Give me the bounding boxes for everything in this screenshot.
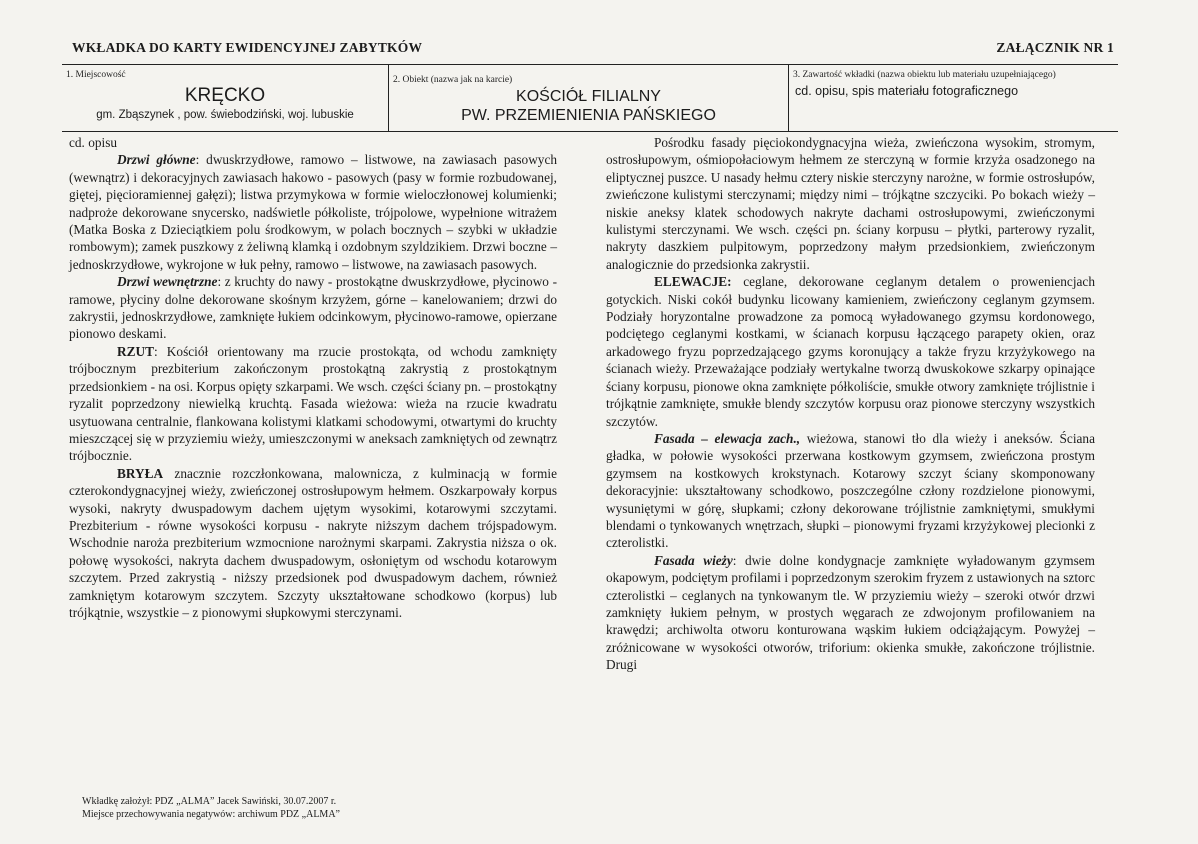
west-facade-text: wieżowa, stanowi tło dla wieży i aneksów. Ściana gładka, w połowie wysokości przerwana kostkowym gzymsem, zwieńczona prostym gzymsem na kostkowych krokstynach. Kotarowy szczyt ściany skomponowany dekoracyjnie: ukształtowany schodkowo, poszczególne człony rozdzielone pionowymi, wysuniętymi w górę, słupkami; człony dekorowane trójlistnie zamkniętymi, smukłymi blendami o tynkowanych wnętrzach, słupki – pionowymi fryzami krzyżykowej plecionki z czterolistki. [606,430,1095,551]
inner-doors-text: : z kruchty do nawy - prostokątne dwuskrzydłowe, płycinowo - ramowe, płyciny dolne dekorowane skośnym krzyżem, górne – kanelowaniem; drzwi do zakrystii, jednoskrzydłowe, zamknięte łukiem odcinkowym, płycinowo-ramowe, opierzane pionowo deskami. [69,274,558,342]
main-doors-heading: Drzwi główne [117,152,196,168]
contents-value: cd. opisu, spis materiału fotograficznego [795,84,1019,98]
location-label: 1. Miejscowość [66,70,126,80]
massing-heading: BRYŁA [117,465,164,481]
paragraph-inner-doors [69,273,557,343]
attachment-number: ZAŁĄCZNIK NR 1 [996,40,1114,55]
paragraph-main-doors [69,151,557,273]
paragraph-tower [606,134,1095,273]
tower-facade-heading: Fasada wieży [654,552,733,568]
paragraph-elevations [606,273,1095,430]
object-cell [389,65,789,131]
location-name: KRĘCKO [184,85,266,106]
massing-text: znacznie rozczłonkowana, malownicza, z kulminacją w formie czterokondygnacyjnej wieży, zwieńczonej ostrosłupowym hełmem. Oszkarpowały korpus wysoki, nakryty dwuspadowym dachem ujętym wysokimi, kotarowymi szczytami. Prezbiterium - równe wysokości korpusu - nakryte niższym dachem trójspadowym. Wschodnie naroża prezbiterium wzmocnione narożnymi skarpami. Zakrystia niższa o ok. połowę wysokości, nakryta dachem dwuspadowym, osłoniętym od wschodu kotarowym szczytem. Przed zakrystią - niższy przedsionek pod dwuspadowym dachem, również zamkniętym kotarowym szczytem. Szczyty ukształtowane schodkowo (korpus) lub trójkątnie, wszystkie – z pionowymi słupkowymi sterczynami. [69,465,557,620]
paragraph-plan [69,343,557,465]
paragraph-tower-facade [606,552,1095,674]
left-column [69,134,557,621]
elevations-text: ceglane, dekorowane ceglanym detalem o proweniencjach gotyckich. Niski cokół budynku licowany kamieniem, zwieńczony ceglanym gzymsem. Podziały horyzontalne prowadzone za pomocą wyładowanego gzymsu kordonowego, podciętego ceglanymi kostkami, w ścianach korpusu łączącego parapety okien, oraz arkadowego fryzu poprzedzającego gzyms koronujący a także fryzu krzyżykowego na ścianach wieży. Przeważające podziały wertykalne tworzą dwuskokowe szkarpy opinające ściany korpusu, pionowe okna zamknięte półkoliście, smukłe otwory zamknięte trójlistnie i trójkątnie zamknięte, smukłe blendy szczytów korpusu oraz pionowe sterczyny wszystkich szczytów. [606,274,1095,429]
plan-heading: RZUT [117,343,154,359]
tower-text: Pośrodku fasady pięciokondygnacyjna wieża, zwieńczona wysokim, stromym, ostrosłupowym, ośmiopołaciowym hełmem ze sterczyną w formie krzyża osadzonego na eliptycznej puszce. U nasady hełmu cztery niskie sterczyny narożne, w formie ostrosłupów, zwieńczone kulistymi sterczynami; między nimi – trójkątne szczyciki. Po bokach wieży – niskie aneksy klatek schodowych nakryte dachami ostrosłupowymi, zwieńczonymi kulistymi sterczynami. We wsch. części pn. ściany korpusu – płytki, parterowy ryzalit, nakryty daszkiem pulpitowym, poprzedzony małym przedsionkiem, zwieńczonym analogicznie do przedsionka zakrystii. [606,135,1095,272]
main-doors-text: : dwuskrzydłowe, ramowo – listwowe, na zawiasach pasowych (wewnątrz) i dekoracyjnych zawiasach hakowo - pasowych (pasy w formie rozbudowanej, giętej, pięcioramiennej gałęzi); listwa przymykowa w formie wieloczłonowej kolumienki; nadproże dekorowane snycersko, nadświetle półkoliste, trójpolowe, wypełnione witrażem (Matka Boska z Dzieciątkiem polu środkowym, w polach bocznych – szybki w układzie rombowym); zamek puszkowy z żeliwną klamką i ozdobnym szyldzikiem. Drzwi boczne – jednoskrzydłowe, wykrojone w łuk pełny, ramowo – listwowe, na zawiasach pasowych. [69,152,557,272]
contents-cell [789,65,1118,131]
location-cell [62,65,389,131]
object-label: 2. Obiekt (nazwa jak na karcie) [393,75,513,85]
paragraph-west-facade [606,430,1095,552]
footer-author: Wkładkę założył: PDZ „ALMA” Jacek Sawiński, 30.07.2007 r. [82,796,337,807]
tower-facade-text: : dwie dolne kondygnacje zamknięte wyładowanym gzymsem okapowym, podciętym profilami i poprzedzonym szerokim fryzem z ustawionych na sztorc czterolistki – ceglanych na tynkowanym tle. W przyziemiu wieży – szeroki otwór drzwi zamknięty łukiem pełnym, w prostych węgarach ze zdwojonym profilowaniem na krawędzi; archiwolta otworu konturowana wąskim łukiem odciążającym. Powyżej – zróżnicowane w wysokości otworów, triforium: okienka smukłe, zakończone trójlistnie. Drugi [606,552,1095,673]
footer-negatives: Miejsce przechowywania negatywów: archiwum PDZ „ALMA” [82,809,340,820]
west-facade-heading: Fasada – elewacja zach., [654,430,801,446]
inner-doors-heading: Drzwi wewnętrzne [117,274,218,290]
elevations-heading: ELEWACJE: [654,274,732,290]
contents-label: 3. Zawartość wkładki (nazwa obiektu lub materiału uzupełniającego) [793,70,1056,80]
header-table [62,64,1118,132]
object-name-line2: PW. PRZEMIENIENIA PAŃSKIEGO [461,107,716,124]
location-admin: gm. Zbąszynek , pow. świebodziński, woj. lubuskie [96,109,354,121]
paragraph-massing [69,465,557,622]
object-name-line1: KOŚCIÓŁ FILIALNY [516,88,661,105]
right-column [606,134,1095,674]
footer [82,795,340,821]
plan-text: : Kościół orientowany ma rzucie prostokąta, od wchodu zamknięty trójbocznym prezbiterium zakończonym prostokątną zakrystią z prostokątnym przedsionkiem - na osi. Korpus opięty szkarpami. We wsch. części ściany pn. – prostokątny ryzalit poprzedzony niewielką kruchtą. Fasada wieżowa: wieża na rzucie kwadratu usytuowana centralnie, flankowana kolistymi klatkami schodowymi, otwartymi do kruchty mieszczącej się w przyziemiu wieży, umieszczonymi w aneksach zamkniętych od zewnątrz trójbocznie. [69,343,557,464]
continuation-label: cd. opisu [69,135,118,150]
document-title: WKŁADKA DO KARTY EWIDENCYJNEJ ZABYTKÓW [72,40,423,55]
